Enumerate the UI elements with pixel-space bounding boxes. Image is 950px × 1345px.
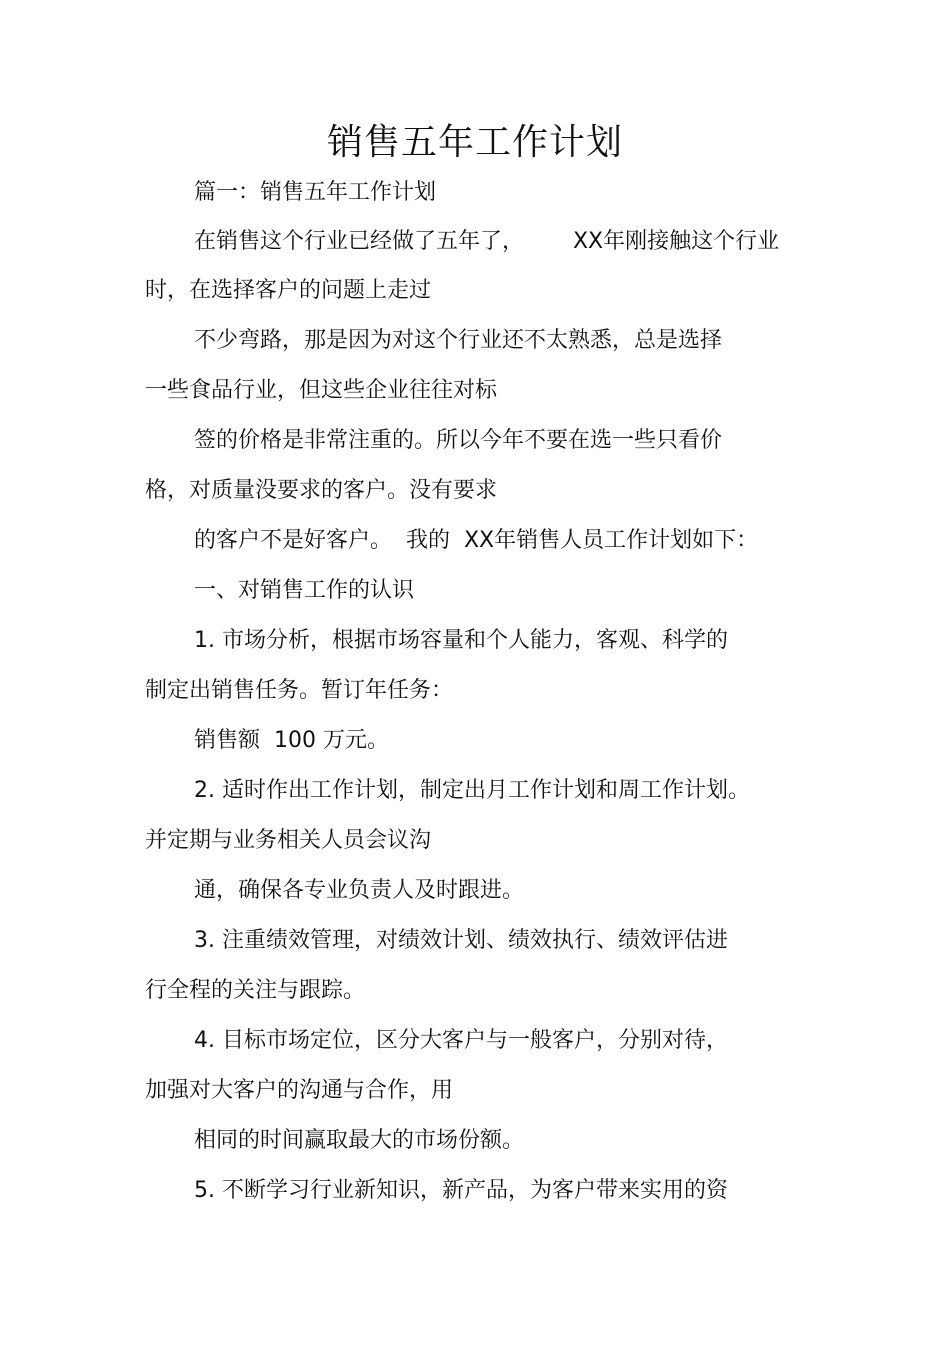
paragraph-line: 1. 市场分析，根据市场容量和个人能力，客观、科学的 xyxy=(194,628,728,653)
paragraph-line: 加强对大客户的沟通与合作，用 xyxy=(145,1078,454,1103)
paragraph-line: 签的价格是非常注重的。所以今年不要在选一些只看价 xyxy=(194,428,723,453)
section-heading: 一、对销售工作的认识 xyxy=(194,578,415,603)
paragraph-line: 销售额 100 万元。 xyxy=(194,728,389,753)
paragraph-line: 一些食品行业，但这些企业往往对标 xyxy=(145,378,498,403)
paragraph-line: 格，对质量没要求的客户。没有要求 xyxy=(145,478,498,503)
paragraph-line: 相同的时间赢取最大的市场份额。 xyxy=(194,1128,525,1153)
paragraph-line: 行全程的关注与跟踪。 xyxy=(145,978,366,1003)
paragraph-line: 制定出销售任务。暂订年任务： xyxy=(145,678,454,703)
paragraph-line: 3. 注重绩效管理，对绩效计划、绩效执行、绩效评估进 xyxy=(194,928,728,953)
paragraph-line: 5. 不断学习行业新知识，新产品，为客户带来实用的资 xyxy=(194,1178,728,1203)
paragraph-line: 并定期与业务相关人员会议沟 xyxy=(145,828,432,853)
paragraph-line: 2. 适时作出工作计划，制定出月工作计划和周工作计划。 xyxy=(194,778,750,803)
paragraph-line: 的客户不是好客户。 我的 XX年销售人员工作计划如下： xyxy=(194,528,759,553)
paragraph-line: 在销售这个行业已经做了五年了， XX年刚接触这个行业 xyxy=(194,229,780,254)
paragraph-line: 4. 目标市场定位，区分大客户与一般客户，分别对待， xyxy=(194,1028,728,1053)
paragraph-line: 时，在选择客户的问题上走过 xyxy=(145,278,432,303)
paragraph-line: 篇一：销售五年工作计划 xyxy=(194,180,437,205)
document-title: 销售五年工作计划 xyxy=(326,122,623,163)
paragraph-line: 通，确保各专业负责人及时跟进。 xyxy=(194,878,525,903)
paragraph-line: 不少弯路，那是因为对这个行业还不太熟悉，总是选择 xyxy=(194,328,723,353)
